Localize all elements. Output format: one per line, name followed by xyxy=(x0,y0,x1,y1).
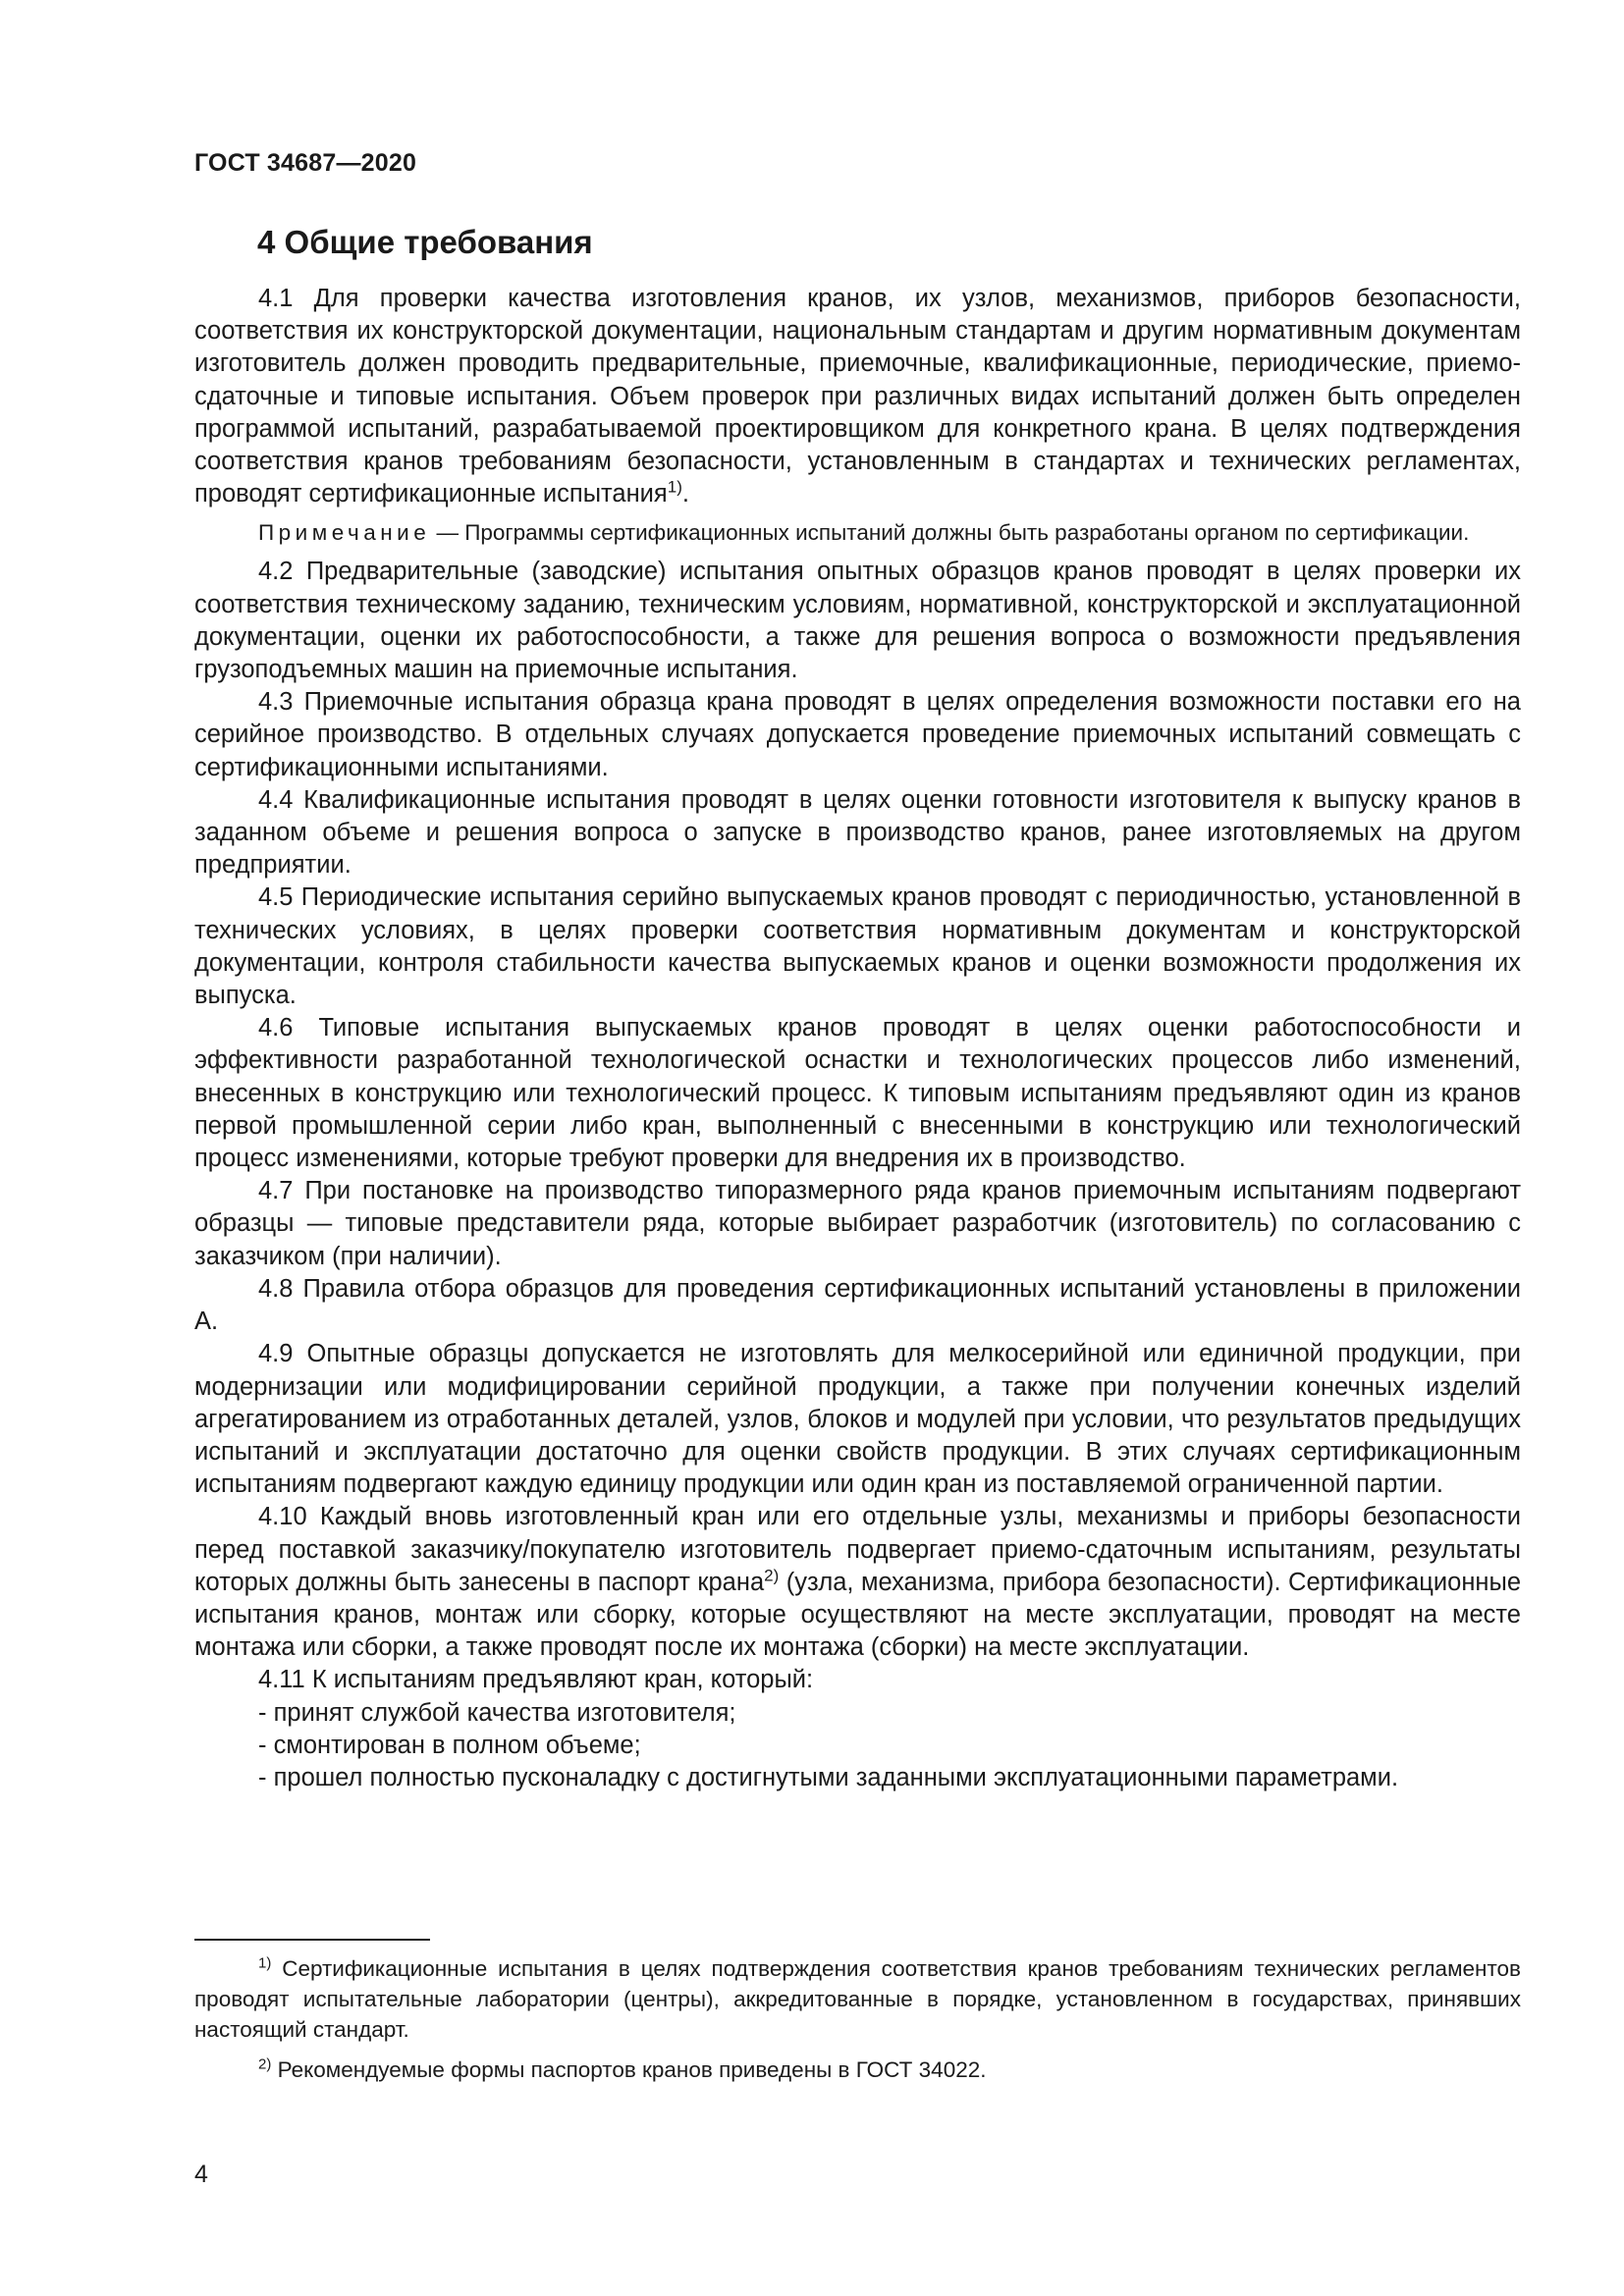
footnote-1-marker: 1) xyxy=(258,1954,272,1972)
standard-header: ГОСТ 34687—2020 xyxy=(194,149,417,177)
footnote-ref-1[interactable]: 1) xyxy=(667,477,682,497)
list-item: - смонтирован в полном объеме; xyxy=(258,1731,641,1759)
page-number: 4 xyxy=(194,2161,208,2188)
paragraph-4-5: 4.5 Периодические испытания серийно выпускаемых кранов проводят с периодичностью, установленной в технических условиях, в целях проверки соответствия нормативным документам и конструкторской документации, контроля стабильности качества выпускаемых кранов и оценки возможности продолжения их выпуска. xyxy=(194,883,1521,1010)
paragraph-4-9: 4.9 Опытные образцы допускается не изготовлять для мелкосерийной или единичной продукции, при модернизации или модифицировании серийной продукции, а также при получении конечных изделий агрегатированием из отработанных деталей, узлов, блоков и модулей при условии, что результатов предыдущих испытаний и эксплуатации достаточно для оценки свойств продукции. В этих случаях сертификационным испытаниям подвергают каждую единицу продукции или один кран из поставляемой ограниченной партии. xyxy=(194,1340,1521,1499)
paragraph-4-1-text: 4.1 Для проверки качества изготовления кранов, их узлов, механизмов, приборов безопасности, соответствия их конструкторской документации, национальным стандартам и другим нормативным документам изготовитель должен проводить предварительные, приемочные, квалификационные, периодические, приемо-сдаточные и типовые испытания. Объем проверок при различных видах испытаний должен быть определен программой испытаний, разрабатываемой проектировщиком для конкретного крана. В целях подтверждения соответствия кранов требованиям безопасности, установленным в стандартах и технических регламентах, проводят сертификационные испытания xyxy=(194,285,1521,508)
note-text: — Программы сертификационных испытаний должны быть разработаны органом по сертификации. xyxy=(430,520,1470,546)
list-item: - прошел полностью пусконаладку с достигнутыми заданными эксплуатационными параметрами. xyxy=(258,1763,1399,1791)
footnote-1 xyxy=(194,1953,1521,2045)
footnote-2 xyxy=(194,2055,1521,2085)
paragraph-4-3: 4.3 Приемочные испытания образца крана проводят в целях определения возможности поставки его на серийное производство. В отдельных случаях допускается проведение приемочных испытаний совмещать с сертификационными испытаниями. xyxy=(194,688,1521,781)
paragraph-4-10-text-b: (узла, механизма, прибора безопасности). Сертификационные испытания кранов, монтаж или сборку, которые осуществляют на месте эксплуатации, проводят на месте монтажа или сборки, а также проводят после их монтажа (сборки) на месте эксплуатации. xyxy=(194,1568,1522,1662)
note xyxy=(194,518,1521,548)
list-item: - принят службой качества изготовителя; xyxy=(258,1698,736,1727)
note-label: Примечание xyxy=(258,520,431,546)
section-title: 4 Общие требования xyxy=(257,224,593,260)
paragraph-4-10 xyxy=(194,1501,1521,1664)
paragraph-4-2: 4.2 Предварительные (заводские) испытания опытных образцов кранов проводят в целях проверки их соответствия техническому заданию, техническим условиям, нормативной, конструкторской и эксплуатационной документации, оценки их работоспособности, а также для решения вопроса о возможности предъявления грузоподъемных машин на приемочные испытания. xyxy=(194,558,1521,684)
footnote-1-text: Сертификационные испытания в целях подтверждения соответствия кранов требованиям технических регламентов проводят испытательные лаборатории (центры), аккредитованные в порядке, установленном в государствах, принявших настоящий стандарт. xyxy=(194,1956,1521,2042)
paragraph-4-1-end: . xyxy=(681,480,689,508)
paragraph-4-10-text-a: 4.10 Каждый вновь изготовленный кран или его отдельные узлы, механизмы и приборы безопасности перед поставкой заказчику/покупателю изготовитель подвергает приемо-сдаточным испытаниям, результаты которых должны быть занесены в паспорт крана xyxy=(194,1503,1521,1596)
paragraph-4-8: 4.8 Правила отбора образцов для проведения сертификационных испытаний установлены в приложении А. xyxy=(194,1274,1521,1336)
paragraph-4-4: 4.4 Квалификационные испытания проводят в целях оценки готовности изготовителя к выпуску кранов в заданном объеме и решения вопроса о запуске в производство кранов, ранее изготовляемых на другом предприятии. xyxy=(194,785,1521,880)
paragraph-4-7: 4.7 При постановке на производство типоразмерного ряда кранов приемочным испытаниям подвергают образцы — типовые представители ряда, которые выбирает разработчик (изготовитель) по согласованию с заказчиком (при наличии). xyxy=(194,1177,1521,1270)
paragraph-4-6: 4.6 Типовые испытания выпускаемых кранов проводят в целях оценки работоспособности и эффективности разработанной технологической оснастки и технологических процессов либо изменений, внесенных в конструкцию или технологический процесс. К типовым испытаниям предъявляют один из кранов первой промышленной серии либо кран, выполненный с внесенными в конструкцию или технологический процесс изменениями, которые требуют проверки для внедрения их в производство. xyxy=(194,1014,1521,1173)
footnote-separator xyxy=(194,1939,430,1941)
paragraph-4-1 xyxy=(194,283,1521,510)
footnote-2-marker: 2) xyxy=(258,2056,272,2073)
footnote-ref-2[interactable]: 2) xyxy=(764,1566,780,1585)
footnotes xyxy=(194,1953,1521,2095)
paragraph-4-11: 4.11 К испытаниям предъявляют кран, который: xyxy=(258,1666,814,1694)
footnote-2-text: Рекомендуемые формы паспортов кранов приведены в ГОСТ 34022. xyxy=(271,2057,987,2082)
body-text xyxy=(194,283,1521,1794)
